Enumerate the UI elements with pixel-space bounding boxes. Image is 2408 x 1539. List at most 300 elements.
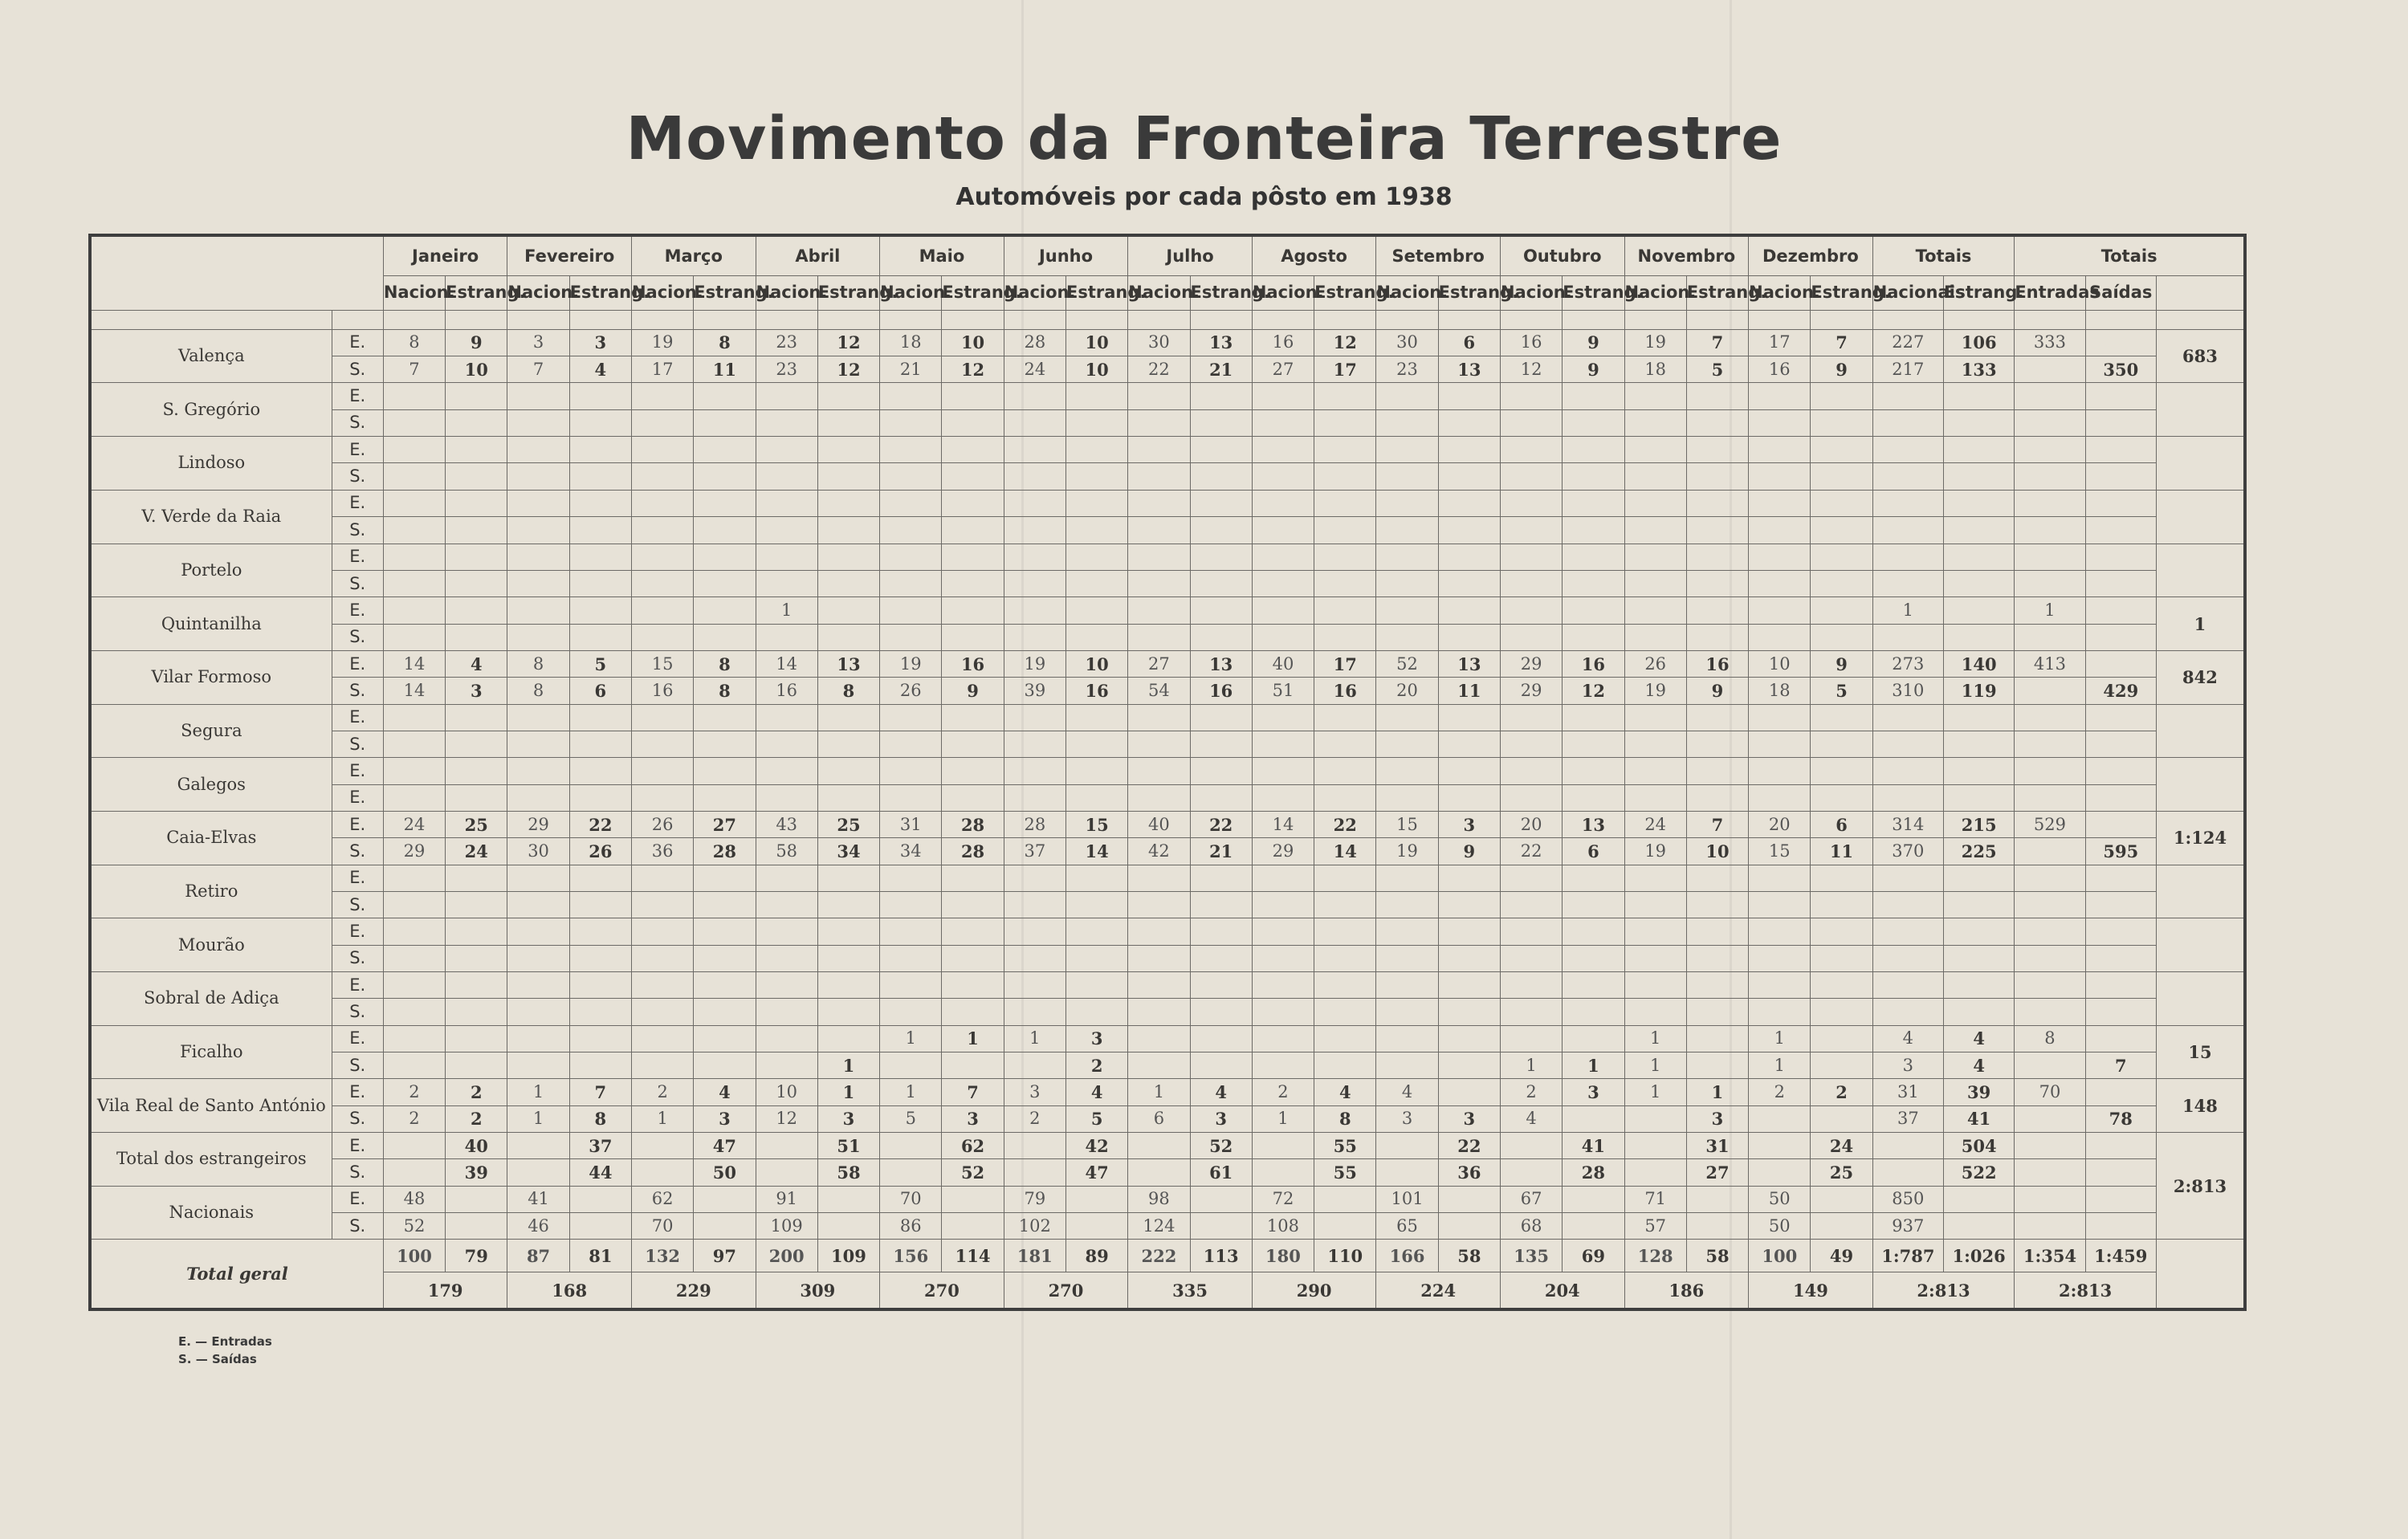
spacer-cell	[756, 310, 817, 329]
value-cell	[507, 383, 569, 409]
value-cell	[631, 784, 693, 811]
value-cell	[1563, 517, 1624, 544]
month-total: 270	[880, 1272, 1004, 1309]
totais-header: Totais	[2015, 235, 2245, 276]
value-cell	[756, 731, 817, 757]
value-cell	[1190, 1213, 1252, 1240]
value-cell	[569, 891, 631, 918]
value-cell: 18	[1749, 678, 1811, 704]
value-cell: 3	[1190, 1105, 1252, 1132]
border-traffic-table	[88, 234, 2247, 1311]
total-geral-value: 89	[1065, 1240, 1127, 1272]
spacer-cell	[1944, 310, 2015, 329]
value-cell	[2015, 731, 2085, 757]
value-cell	[1065, 544, 1127, 570]
value-cell	[569, 1052, 631, 1079]
value-cell	[1065, 1186, 1127, 1212]
value-cell	[1004, 784, 1065, 811]
station-total: 15	[2156, 1025, 2245, 1079]
value-cell: 5	[880, 1105, 942, 1132]
value-cell	[2085, 972, 2156, 999]
value-cell: 51	[1252, 678, 1314, 704]
value-cell	[383, 731, 445, 757]
value-cell	[1563, 624, 1624, 650]
value-cell	[1563, 999, 1624, 1025]
value-cell: 2	[1065, 1052, 1127, 1079]
value-cell: 23	[756, 329, 817, 356]
value-cell	[569, 463, 631, 490]
value-cell	[1624, 972, 1686, 999]
value-cell: 61	[1190, 1159, 1252, 1186]
value-cell	[942, 463, 1004, 490]
total-geral-value: 128	[1624, 1240, 1686, 1272]
entry-code: S.	[332, 356, 383, 383]
value-cell: 12	[817, 356, 879, 383]
value-cell	[1065, 999, 1127, 1025]
value-cell: 16	[1749, 356, 1811, 383]
value-cell	[446, 1052, 507, 1079]
value-cell	[383, 758, 445, 784]
value-cell	[507, 865, 569, 891]
value-cell: 71	[1624, 1186, 1686, 1212]
value-cell: 34	[880, 838, 942, 865]
value-cell	[2015, 1052, 2085, 1079]
spacer-cell	[1749, 310, 1811, 329]
value-cell: 3	[569, 329, 631, 356]
value-cell: 28	[1004, 329, 1065, 356]
value-cell: 37	[569, 1133, 631, 1159]
station-name-s-greg-rio	[90, 383, 332, 437]
value-cell: 24	[1811, 1133, 1872, 1159]
value-cell	[446, 1186, 507, 1212]
value-cell	[631, 437, 693, 463]
station-name-vilar-formoso	[90, 650, 332, 704]
value-cell	[880, 758, 942, 784]
value-cell	[507, 597, 569, 624]
value-cell	[1872, 865, 1943, 891]
month-total: 229	[631, 1272, 756, 1309]
value-cell	[1500, 437, 1562, 463]
entry-code: S.	[332, 838, 383, 865]
row-label: Total dos estrangeiros	[116, 1149, 307, 1169]
value-cell	[1686, 945, 1748, 971]
value-cell	[1811, 758, 1872, 784]
value-cell	[942, 891, 1004, 918]
value-cell	[880, 999, 942, 1025]
value-cell: 43	[756, 811, 817, 837]
value-cell	[1500, 463, 1562, 490]
value-cell	[817, 999, 879, 1025]
value-cell: 54	[1128, 678, 1190, 704]
value-cell	[1065, 758, 1127, 784]
value-cell	[569, 624, 631, 650]
value-cell	[1376, 704, 1438, 731]
value-cell	[1252, 704, 1314, 731]
value-cell	[1872, 463, 1943, 490]
value-cell	[1252, 1159, 1314, 1186]
value-cell: 17	[631, 356, 693, 383]
value-cell: 30	[1128, 329, 1190, 356]
value-cell	[1500, 972, 1562, 999]
value-cell: 2	[1811, 1079, 1872, 1105]
value-cell	[756, 383, 817, 409]
value-cell	[631, 517, 693, 544]
value-cell	[1438, 1052, 1500, 1079]
value-cell: 31	[1872, 1079, 1943, 1105]
station-name-mour-o	[90, 918, 332, 972]
value-cell	[1438, 409, 1500, 436]
value-cell	[1500, 704, 1562, 731]
value-cell	[1065, 463, 1127, 490]
value-cell	[942, 624, 1004, 650]
month-header-agosto: Agosto	[1252, 235, 1376, 276]
value-cell	[1128, 383, 1190, 409]
value-cell: 58	[756, 838, 817, 865]
value-cell	[446, 409, 507, 436]
value-cell: 12	[1314, 329, 1376, 356]
value-cell	[1686, 731, 1748, 757]
value-cell	[1811, 704, 1872, 731]
value-cell: 10	[942, 329, 1004, 356]
spacer-cell	[1563, 310, 1624, 329]
value-cell	[507, 704, 569, 731]
subheader-estrang: Estrang.	[1811, 276, 1872, 311]
value-cell	[694, 463, 756, 490]
value-cell	[383, 1052, 445, 1079]
value-cell	[942, 945, 1004, 971]
value-cell	[1944, 1213, 2015, 1240]
value-cell	[446, 1025, 507, 1052]
value-cell	[1376, 383, 1438, 409]
total-geral-value: 1:026	[1944, 1240, 2015, 1272]
value-cell: 12	[942, 356, 1004, 383]
value-cell: 47	[694, 1133, 756, 1159]
value-cell	[1128, 891, 1190, 918]
station-total	[2156, 383, 2245, 437]
value-cell: 9	[1686, 678, 1748, 704]
value-cell	[1872, 490, 1943, 516]
value-cell	[383, 437, 445, 463]
value-cell	[1944, 704, 2015, 731]
value-cell: 1	[880, 1025, 942, 1052]
value-cell: 15	[1376, 811, 1438, 837]
value-cell: 8	[383, 329, 445, 356]
station-label: Mourão	[177, 934, 245, 955]
subheader-estrang: Estrang.	[569, 276, 631, 311]
subheader-nacion: Nacion.	[1500, 276, 1562, 311]
entry-code: S.	[332, 678, 383, 704]
entry-code: E.	[332, 1025, 383, 1052]
value-cell	[817, 383, 879, 409]
value-cell	[1376, 1052, 1438, 1079]
value-cell: 1	[1872, 597, 1943, 624]
value-cell	[631, 409, 693, 436]
value-cell	[507, 972, 569, 999]
value-cell	[383, 597, 445, 624]
value-cell: 26	[569, 838, 631, 865]
value-cell	[569, 758, 631, 784]
value-cell	[1004, 972, 1065, 999]
total-geral-value: 79	[446, 1240, 507, 1272]
value-cell: 12	[1563, 678, 1624, 704]
value-cell	[2015, 784, 2085, 811]
value-cell: 15	[1065, 811, 1127, 837]
station-name-vila-real-de-santo-ant-nio	[90, 1079, 332, 1133]
value-cell	[1252, 490, 1314, 516]
value-cell: 413	[2015, 650, 2085, 677]
value-cell: 17	[1314, 356, 1376, 383]
value-cell	[942, 1186, 1004, 1212]
value-cell	[942, 597, 1004, 624]
value-cell	[1500, 624, 1562, 650]
spacer-cell	[1376, 310, 1438, 329]
value-cell	[880, 731, 942, 757]
value-cell: 51	[817, 1133, 879, 1159]
value-cell	[756, 490, 817, 516]
subheader-estrang: Estrang.	[1438, 276, 1500, 311]
value-cell: 2	[631, 1079, 693, 1105]
spacer-cell	[1128, 310, 1190, 329]
value-cell: 8	[569, 1105, 631, 1132]
total-geral-value: 181	[1004, 1240, 1065, 1272]
month-total: 168	[507, 1272, 632, 1309]
value-cell	[1944, 972, 2015, 999]
value-cell: 72	[1252, 1186, 1314, 1212]
value-cell	[1314, 704, 1376, 731]
entry-code: S.	[332, 731, 383, 757]
value-cell: 4	[569, 356, 631, 383]
total-geral-label	[90, 1240, 383, 1309]
subheader-nacionais: Nacionais	[1872, 276, 1943, 311]
value-cell	[1500, 891, 1562, 918]
value-cell: 25	[817, 811, 879, 837]
empty-cell	[2085, 1186, 2156, 1212]
value-cell: 27	[1686, 1159, 1748, 1186]
spacer-cell	[2085, 310, 2156, 329]
value-cell	[1128, 437, 1190, 463]
total-geral-value: 109	[817, 1240, 879, 1272]
value-cell	[1128, 999, 1190, 1025]
value-cell	[446, 517, 507, 544]
value-cell	[1944, 624, 2015, 650]
value-cell	[2085, 758, 2156, 784]
value-cell	[880, 891, 942, 918]
entry-code: E.	[332, 1079, 383, 1105]
station-total	[2156, 490, 2245, 544]
value-cell	[383, 945, 445, 971]
value-cell	[817, 409, 879, 436]
value-cell: 10	[756, 1079, 817, 1105]
value-cell	[694, 945, 756, 971]
value-cell: 429	[2085, 678, 2156, 704]
value-cell	[1252, 891, 1314, 918]
value-cell	[1252, 945, 1314, 971]
value-cell	[1624, 704, 1686, 731]
value-cell	[1624, 999, 1686, 1025]
value-cell	[1128, 544, 1190, 570]
spacer-cell	[1686, 310, 1748, 329]
legend-entradas: E. — Entradas	[178, 1334, 272, 1349]
value-cell: 16	[942, 650, 1004, 677]
value-cell: 1	[507, 1105, 569, 1132]
value-cell: 22	[1314, 811, 1376, 837]
value-cell	[383, 999, 445, 1025]
value-cell	[756, 624, 817, 650]
value-cell	[1944, 731, 2015, 757]
entry-code: E.	[332, 972, 383, 999]
value-cell	[1944, 597, 2015, 624]
value-cell	[756, 1052, 817, 1079]
value-cell	[1500, 409, 1562, 436]
entry-code: S.	[332, 1213, 383, 1240]
value-cell	[383, 918, 445, 945]
value-cell: 23	[1376, 356, 1438, 383]
value-cell	[446, 865, 507, 891]
value-cell	[1686, 383, 1748, 409]
value-cell: 22	[1190, 811, 1252, 837]
value-cell	[507, 1133, 569, 1159]
value-cell	[2015, 972, 2085, 999]
value-cell: 3	[942, 1105, 1004, 1132]
value-cell: 2	[446, 1105, 507, 1132]
value-cell	[1128, 758, 1190, 784]
value-cell: 16	[1190, 678, 1252, 704]
value-cell: 3	[1872, 1052, 1943, 1079]
subheader-nacion: Nacion.	[1376, 276, 1438, 311]
value-cell	[880, 1052, 942, 1079]
spacer-cell	[1438, 310, 1500, 329]
value-cell	[1686, 463, 1748, 490]
value-cell: 3	[1065, 1025, 1127, 1052]
value-cell: 8	[507, 678, 569, 704]
value-cell	[1500, 865, 1562, 891]
value-cell: 15	[1749, 838, 1811, 865]
value-cell	[1811, 784, 1872, 811]
value-cell	[1190, 758, 1252, 784]
value-cell	[2085, 329, 2156, 356]
value-cell	[1438, 1025, 1500, 1052]
station-label: Segura	[181, 720, 242, 740]
value-cell: 29	[1252, 838, 1314, 865]
spacer-cell	[569, 310, 631, 329]
value-cell	[1749, 1159, 1811, 1186]
value-cell	[1500, 490, 1562, 516]
subheader-estrang: Estrang.	[817, 276, 879, 311]
value-cell	[1004, 865, 1065, 891]
entry-code: S.	[332, 1159, 383, 1186]
value-cell	[383, 570, 445, 596]
month-header-outubro: Outubro	[1500, 235, 1624, 276]
station-label: Vila Real de Santo António	[96, 1095, 326, 1115]
value-cell	[1376, 1133, 1438, 1159]
value-cell	[507, 1159, 569, 1186]
value-cell	[2085, 650, 2156, 677]
value-cell	[1811, 1025, 1872, 1052]
empty-cell	[2015, 1133, 2085, 1159]
month-total: 309	[756, 1272, 880, 1309]
value-cell	[817, 945, 879, 971]
value-cell: 8	[694, 650, 756, 677]
spacer-cell	[1872, 310, 1943, 329]
station-total: 1	[2156, 597, 2245, 651]
value-cell: 19	[1624, 838, 1686, 865]
value-cell	[2085, 383, 2156, 409]
value-cell	[1686, 865, 1748, 891]
value-cell	[1252, 865, 1314, 891]
value-cell	[2085, 490, 2156, 516]
value-cell	[880, 784, 942, 811]
value-cell	[1749, 999, 1811, 1025]
value-cell	[1944, 463, 2015, 490]
subheader-estrang: Estrang.	[1065, 276, 1127, 311]
value-cell	[1686, 544, 1748, 570]
value-cell	[631, 597, 693, 624]
value-cell	[1065, 945, 1127, 971]
entry-code: E.	[332, 329, 383, 356]
value-cell	[1624, 758, 1686, 784]
value-cell	[1190, 409, 1252, 436]
total-estrangeiros-label	[90, 1133, 332, 1187]
value-cell	[2085, 570, 2156, 596]
value-cell	[1686, 517, 1748, 544]
entry-code: S.	[332, 624, 383, 650]
value-cell: 4	[1872, 1025, 1943, 1052]
value-cell	[1944, 437, 2015, 463]
value-cell	[507, 437, 569, 463]
spacer-cell	[1500, 310, 1562, 329]
station-label: Portelo	[181, 560, 242, 580]
value-cell	[1438, 437, 1500, 463]
value-cell	[1438, 891, 1500, 918]
value-cell: 91	[756, 1186, 817, 1212]
value-cell: 7	[2085, 1052, 2156, 1079]
value-cell	[1314, 972, 1376, 999]
value-cell	[446, 945, 507, 971]
value-cell	[507, 891, 569, 918]
value-cell	[694, 624, 756, 650]
value-cell	[942, 544, 1004, 570]
value-cell	[1811, 865, 1872, 891]
value-cell: 9	[1563, 329, 1624, 356]
value-cell	[1065, 731, 1127, 757]
value-cell: 14	[1252, 811, 1314, 837]
value-cell: 3	[817, 1105, 879, 1132]
value-cell	[694, 731, 756, 757]
total-geral-value: 113	[1190, 1240, 1252, 1272]
entry-code: E.	[332, 918, 383, 945]
value-cell	[1376, 437, 1438, 463]
value-cell	[2085, 784, 2156, 811]
value-cell	[2015, 838, 2085, 865]
value-cell: 119	[1944, 678, 2015, 704]
value-cell	[1872, 624, 1943, 650]
value-cell	[756, 544, 817, 570]
value-cell: 9	[1811, 650, 1872, 677]
value-cell: 6	[1811, 811, 1872, 837]
value-cell	[1252, 1025, 1314, 1052]
value-cell: 13	[1438, 356, 1500, 383]
value-cell	[1624, 865, 1686, 891]
value-cell	[1065, 704, 1127, 731]
total-geral-value: 58	[1686, 1240, 1748, 1272]
value-cell	[1872, 999, 1943, 1025]
value-cell	[1190, 383, 1252, 409]
value-cell: 6	[1128, 1105, 1190, 1132]
station-label: Ficalho	[180, 1042, 243, 1062]
value-cell: 30	[1376, 329, 1438, 356]
value-cell: 2	[1252, 1079, 1314, 1105]
value-cell	[694, 704, 756, 731]
